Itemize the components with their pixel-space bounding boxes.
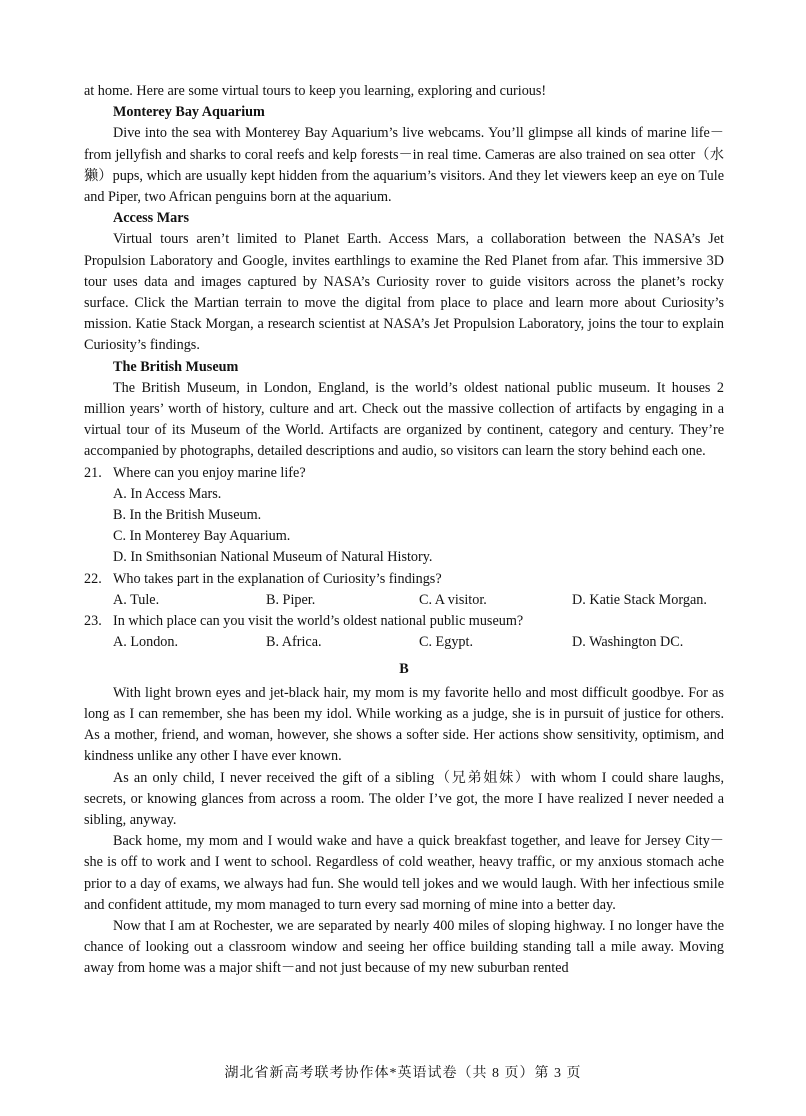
- passage-b-title: B: [399, 661, 409, 678]
- question-23: [84, 611, 724, 632]
- section-heading-british-museum: The British Museum: [113, 358, 239, 375]
- section-text-monterey: Dive into the sea with Monterey Bay Aquarium’s live webcams. You’ll glimpse all kinds of marine life－from jellyfish and sharks to coral reefs and kelp forests－in real time. Cameras are also trained on sea otter（水獭）pups, which are usually kept hidden from the aquarium’s visitors. And they let viewers keep an eye on Tule and Piper, two African penguins born at the aquarium.: [84, 125, 724, 206]
- option-22-c: C. A visitor.: [419, 591, 487, 608]
- section-heading-access-mars: Access Mars: [113, 210, 190, 227]
- option-21-c: C. In Monterey Bay Aquarium.: [113, 528, 291, 545]
- option-22-b: B. Piper.: [266, 591, 316, 608]
- option-23-c: C. Egypt.: [419, 634, 473, 651]
- question-stem: Where can you enjoy marine life?: [113, 464, 306, 481]
- passage-b-paragraph-2: As an only child, I never received the gift of a sibling（兄弟姐妹）with whom I could share laughs, secrets, or knowing glances from across a room. The older I’ve got, the more I have realized I never needed a sibling, anyway.: [84, 769, 724, 828]
- option-22-d: D. Katie Stack Morgan.: [572, 591, 707, 608]
- section-text-british-museum: The British Museum, in London, England, is the world’s oldest national public museum. It houses 2 million years’ worth of history, culture and art. Check out the massive collection of artifacts by engaging in a virtual tour of its Museum of the World. Artifacts are organized by continent, category and century. They’re accompanied by photographs, detailed descriptions and audio, so visitors can learn the story behind each one.: [84, 379, 724, 460]
- options-row-22: [84, 590, 724, 611]
- page-content: [84, 81, 724, 980]
- passage-b-paragraph-1: With light brown eyes and jet-black hair, my mom is my favorite hello and most difficult goodbye. For as long as I can remember, she has been my idol. While working as a judge, she is in pursuit of justice for others. As a mother, friend, and woman, however, she shows a softer side. Her actions show sensitivity, optimism, and kindness unlike any other I have ever known.: [84, 684, 724, 765]
- question-21: [84, 463, 724, 484]
- option-21-b: B. In the British Museum.: [113, 507, 262, 524]
- section-heading-monterey: Monterey Bay Aquarium: [113, 104, 265, 121]
- question-22: [84, 569, 724, 590]
- passage-b-paragraph-4: Now that I am at Rochester, we are separated by nearly 400 miles of sloping highway. I no longer have the chance of looking out a classroom window and seeing her office building standing tall a mile away. Moving away from home was a major shift－and not just because of my new suburban rented: [84, 917, 724, 977]
- option-23-b: B. Africa.: [266, 634, 322, 651]
- question-number: 23.: [84, 613, 102, 630]
- page-footer: 湖北省新高考联考协作体*英语试卷（共 8 页）第 3 页: [224, 1066, 582, 1081]
- passage-a-intro: at home. Here are some virtual tours to keep you learning, exploring and curious!: [84, 83, 547, 99]
- question-number: 21.: [84, 464, 102, 481]
- options-row-23: [84, 632, 724, 653]
- option-23-a: A. London.: [113, 634, 179, 651]
- passage-b-paragraph-3: Back home, my mom and I would wake and have a quick breakfast together, and leave for Jersey City－she is off to work and I went to school. Regardless of cold weather, heavy traffic, or my anxious stomach ache prior to a day of exams, we always had fun. She would tell jokes and we would laugh. With her infectious smile and confident attitude, my mom managed to turn every sad morning of mine into a better day.: [84, 833, 724, 913]
- option-21-a: A. In Access Mars.: [113, 485, 222, 502]
- section-text-access-mars: Virtual tours aren’t limited to Planet Earth. Access Mars, a collaboration between the NASA’s Jet Propulsion Laboratory and Google, invites earthlings to examine the Red Planet from afar. This immersive 3D tour uses data and images captured by NASA’s Curiosity rover to guide visitors across the planet’s rocky surface. Click the Martian terrain to move the digital from place to place and learn more about Curiosity’s mission. Katie Stack Morgan, a research scientist at NASA’s Jet Propulsion Laboratory, joins the tour to explain Curiosity’s findings.: [84, 231, 724, 354]
- question-stem: Who takes part in the explanation of Curiosity’s findings?: [113, 570, 442, 587]
- question-number: 22.: [84, 570, 102, 587]
- option-23-d: D. Washington DC.: [572, 634, 684, 651]
- question-stem: In which place can you visit the world’s oldest national public museum?: [113, 613, 524, 630]
- option-21-d: D. In Smithsonian National Museum of Natural History.: [113, 549, 433, 566]
- option-22-a: A. Tule.: [113, 591, 160, 608]
